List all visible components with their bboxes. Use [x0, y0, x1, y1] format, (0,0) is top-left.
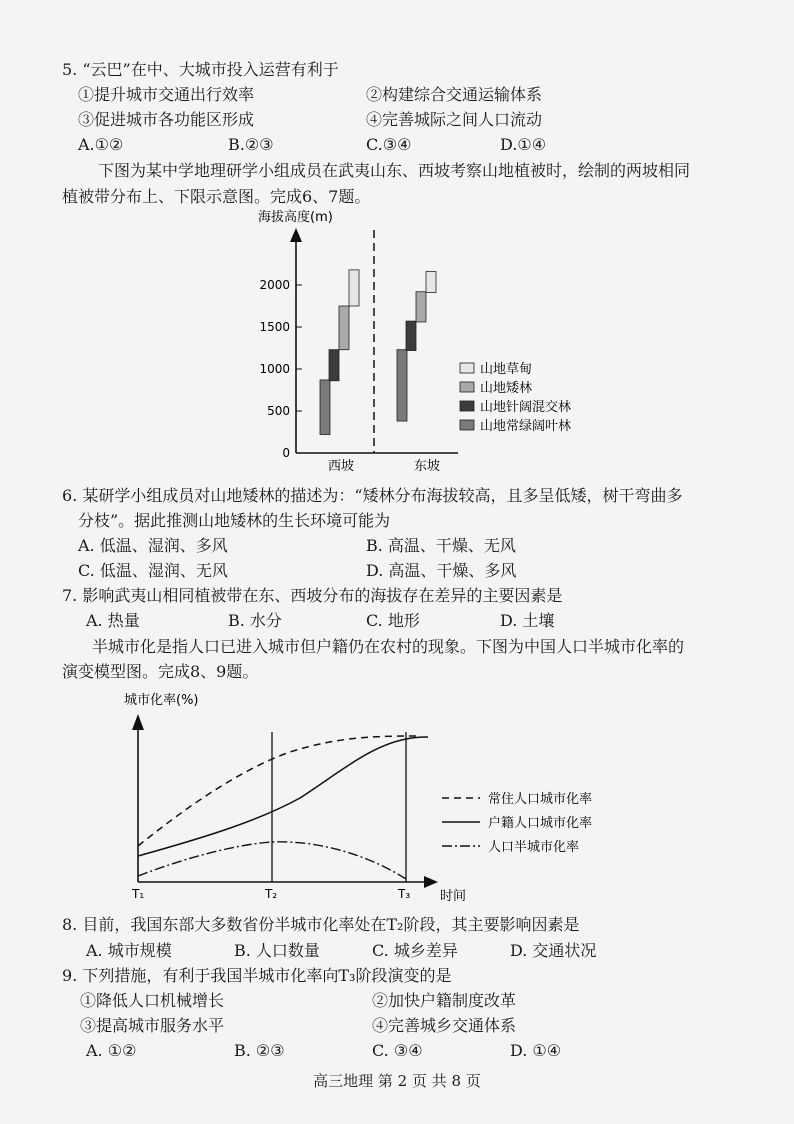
- x-label-east: 东坡: [414, 459, 441, 474]
- q8-option-d: D. 交通状况: [510, 941, 597, 960]
- vegetation-bar-west: [320, 380, 330, 435]
- x-label-west: 西坡: [328, 459, 355, 474]
- y-tick-label: 500: [267, 404, 290, 418]
- q5-item-2: ②构建综合交通运输体系: [366, 85, 543, 104]
- q5-item-1: ①提升城市交通出行效率: [78, 85, 255, 104]
- y-tick-label: 1500: [259, 320, 290, 334]
- q5-item-3: ③促进城市各功能区形成: [78, 110, 255, 129]
- q6-stem-line2: 分枝”。据此推测山地矮林的生长环境可能为: [78, 511, 391, 530]
- x-tick-t3: T₃: [398, 887, 411, 901]
- q9-stem: 9. 下列措施，有利于我国半城市化率向T₃阶段演变的是: [62, 966, 452, 985]
- q8-option-b: B. 人口数量: [234, 941, 320, 960]
- legend-swatch-evergreen-forest: [460, 420, 474, 430]
- vegetation-bar-west: [339, 306, 349, 350]
- q9-option-a: A. ①②: [86, 1041, 137, 1060]
- q9-item-1: ①降低人口机械增长: [80, 991, 225, 1010]
- legend-swatch-meadow: [460, 363, 474, 373]
- y-axis-label: 城市化率(%): [124, 693, 199, 708]
- q7-option-c: C. 地形: [366, 611, 420, 630]
- q5-option-d: D.①④: [500, 135, 547, 154]
- q6-option-c: C. 低温、湿润、无风: [78, 561, 228, 580]
- q7-option-a: A. 热量: [86, 611, 140, 630]
- intro-6-7-line1: 下图为某中学地理研学小组成员在武夷山东、西坡考察山地植被时，绘制的两坡相同: [98, 161, 691, 180]
- q5-stem: 5. “云巴”在中、大城市投入运营有利于: [62, 60, 339, 79]
- q9-option-d: D. ①④: [510, 1041, 562, 1060]
- q9-item-4: ④完善城乡交通体系: [372, 1016, 517, 1035]
- page-footer: 高三地理 第 2 页 共 8 页: [313, 1072, 481, 1090]
- q7-stem: 7. 影响武夷山相同植被带在东、西坡分布的海拔存在差异的主要因素是: [62, 586, 563, 605]
- vegetation-bar-west: [329, 350, 339, 381]
- vegetation-bar-east: [397, 350, 407, 421]
- legend-swatch-dwarf-forest: [460, 382, 474, 392]
- vegetation-bar-east: [406, 321, 416, 350]
- vegetation-bar-east: [426, 272, 436, 293]
- q6-option-a: A. 低温、湿润、多风: [78, 536, 228, 555]
- q9-item-2: ②加快户籍制度改革: [372, 991, 517, 1010]
- q8-option-a: A. 城市规模: [86, 941, 172, 960]
- y-tick-label: 1000: [259, 362, 290, 376]
- intro-6-7-line2: 植被带分布上、下限示意图。完成6、7题。: [62, 187, 371, 206]
- q7-option-d: D. 土壤: [500, 611, 555, 630]
- intro-8-9-line1: 半城市化是指人口已进入城市但户籍仍在农村的现象。下图为中国人口半城市化率的: [92, 637, 685, 656]
- intro-8-9-line2: 演变模型图。完成8、9题。: [62, 662, 259, 681]
- y-tick-label: 2000: [259, 278, 290, 292]
- legend-label-dwarf-forest: 山地矮林: [480, 381, 533, 396]
- q6-stem-line1: 6. 某研学小组成员对山地矮林的描述为：“矮林分布海拔较高，且多呈低矮，树干弯曲多: [62, 486, 683, 505]
- legend-label-registered: 户籍人口城市化率: [488, 816, 593, 831]
- legend-label-mixed-forest: 山地针阔混交林: [480, 400, 572, 415]
- x-tick-t2: T₂: [265, 887, 278, 901]
- q7-option-b: B. 水分: [228, 611, 282, 630]
- q9-item-3: ③提高城市服务水平: [80, 1016, 225, 1035]
- legend-label-meadow: 山地草甸: [480, 362, 533, 377]
- q6-option-d: D. 高温、干燥、多风: [366, 561, 517, 580]
- vegetation-bar-east: [416, 292, 426, 322]
- q6-option-b: B. 高温、干燥、无风: [366, 536, 516, 555]
- q5-option-b: B.②③: [228, 135, 274, 154]
- q8-stem: 8. 目前，我国东部大多数省份半城市化率处在T₂阶段，其主要影响因素是: [62, 915, 580, 934]
- q8-option-c: C. 城乡差异: [372, 941, 458, 960]
- resident-urbanization-curve: [138, 736, 420, 846]
- legend: [460, 361, 571, 434]
- legend-label-semi: 人口半城市化率: [488, 840, 580, 855]
- q9-option-b: B. ②③: [234, 1041, 285, 1060]
- y-axis-label: 海拔高度(m): [258, 210, 333, 225]
- q5-option-c: C.③④: [366, 135, 412, 154]
- q9-option-c: C. ③④: [372, 1041, 423, 1060]
- y-tick-label: 0: [282, 446, 290, 460]
- q5-option-a: A.①②: [78, 135, 124, 154]
- x-tick-t1: T₁: [132, 887, 145, 901]
- legend-label-evergreen-forest: 山地常绿阔叶林: [480, 419, 572, 434]
- semi-urbanization-chart: [110, 686, 630, 908]
- legend-label-resident: 常住人口城市化率: [488, 792, 593, 807]
- legend-swatch-mixed-forest: [460, 401, 474, 411]
- vegetation-belt-chart: [250, 206, 610, 478]
- q5-item-4: ④完善城际之间人口流动: [366, 110, 543, 129]
- x-axis-label: 时间: [440, 889, 467, 904]
- vegetation-bar-west: [349, 270, 359, 306]
